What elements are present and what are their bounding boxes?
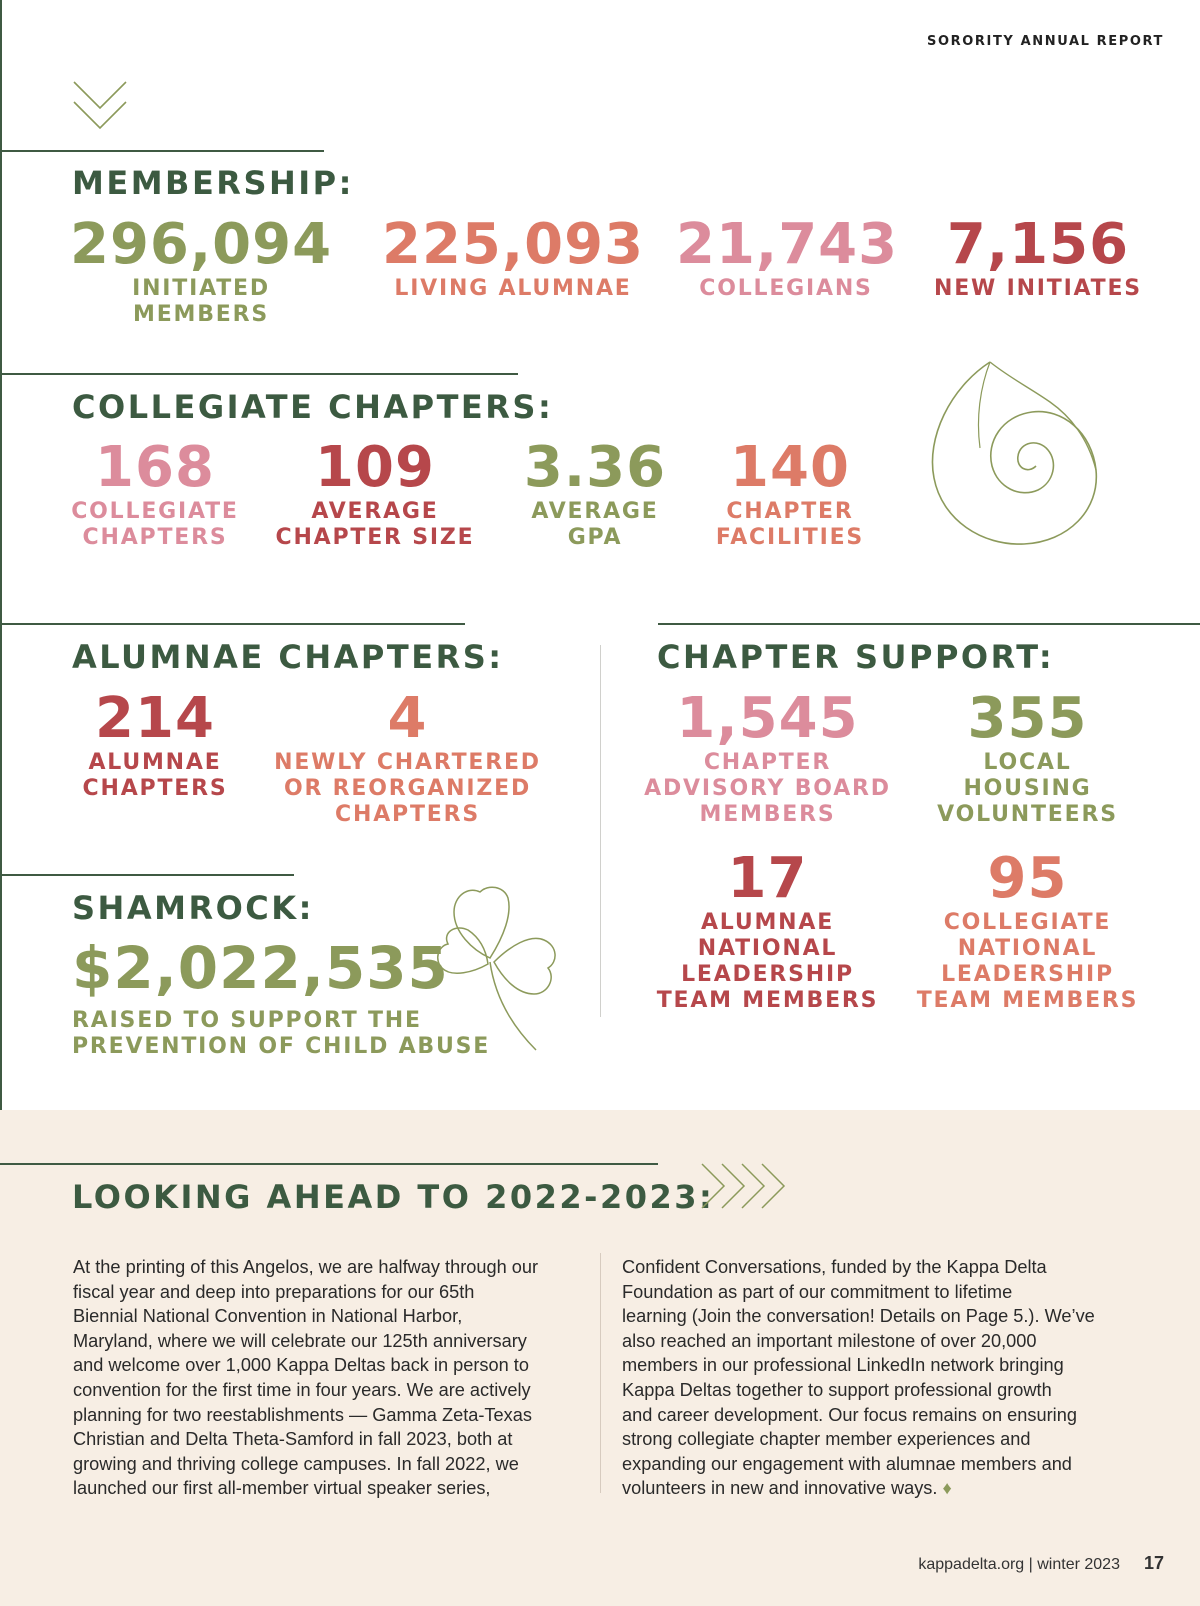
- page-number: 17: [1143, 1553, 1164, 1573]
- text-line: expanding our engagement with alumnae members and: [622, 1453, 1072, 1474]
- stat-alumnae-leadership-team: [640, 848, 895, 1014]
- text-line: planning for two reestablishments — Gamma Zeta-Texas: [73, 1404, 532, 1425]
- text-line: growing and thriving college campuses. In fall 2022, we: [73, 1453, 519, 1474]
- column-divider: [600, 1253, 601, 1493]
- looking-ahead-heading: LOOKING AHEAD TO 2022-2023:: [72, 1178, 715, 1216]
- stat-label: COLLEGIATE CHAPTERS: [71, 499, 239, 550]
- shamrock-icon: [432, 880, 564, 1060]
- end-mark-icon: ♦: [942, 1478, 952, 1499]
- stat-collegiate-leadership-team: [900, 848, 1155, 1014]
- stat-label: LOCAL HOUSING VOLUNTEERS: [937, 750, 1118, 827]
- text-line: also reached an important milestone of over 20,000: [622, 1330, 1037, 1351]
- looking-ahead-column-2: [622, 1255, 1162, 1501]
- left-margin-rule: [0, 0, 2, 1110]
- stat-label: INITIATED MEMBERS: [132, 276, 270, 327]
- stat-label: NEW INITIATES: [934, 276, 1142, 301]
- shamrock-heading: SHAMROCK:: [72, 889, 314, 927]
- collegiate-rule: [0, 373, 518, 375]
- text-line: fiscal year and deep into preparations for our 65th: [73, 1281, 475, 1302]
- shamrock-label: RAISED TO SUPPORT THE PREVENTION OF CHILD ABUSE: [72, 1008, 491, 1059]
- chevron-down-icon: [72, 80, 128, 132]
- stat-average-chapter-size: [270, 437, 480, 551]
- stat-label: AVERAGE CHAPTER SIZE: [275, 499, 475, 550]
- stat-label: CHAPTER FACILITIES: [715, 499, 865, 550]
- text-line: members in our professional LinkedIn network bringing: [622, 1355, 1064, 1376]
- stat-value: 7,156: [946, 212, 1130, 277]
- text-line: and career development. Our focus remains on ensuring: [622, 1404, 1077, 1425]
- stat-label: ALUMNAE CHAPTERS: [82, 750, 228, 801]
- stat-value: 4: [387, 686, 428, 751]
- stat-average-gpa: [505, 437, 685, 551]
- spiral-shell-icon: [920, 358, 1105, 550]
- text-line: Foundation as part of our commitment to lifetime: [622, 1281, 1013, 1302]
- membership-rule: [0, 150, 324, 152]
- stat-value: 3.36: [523, 435, 667, 500]
- stat-collegians: [676, 212, 899, 302]
- support-rule: [658, 623, 1200, 625]
- text-line: Kappa Deltas together to support professional growth: [622, 1379, 1052, 1400]
- text-line: Maryland, where we will celebrate our 125th anniversary: [73, 1330, 527, 1351]
- stat-label: ALUMNAE NATIONAL LEADERSHIP TEAM MEMBERS: [656, 910, 879, 1013]
- stat-collegiate-chapters: [60, 437, 250, 551]
- text-line: strong collegiate chapter member experiences and: [622, 1429, 1031, 1450]
- text-line: At the printing of this Angelos, we are halfway through our: [73, 1257, 539, 1277]
- stat-label: NEWLY CHARTERED OR REORGANIZED CHAPTERS: [274, 750, 541, 827]
- footer: [918, 1553, 1164, 1574]
- support-heading: CHAPTER SUPPORT:: [657, 638, 1055, 676]
- stat-value: 214: [95, 686, 215, 751]
- stat-value: 355: [967, 686, 1088, 751]
- stat-newly-chartered-chapters: [270, 688, 545, 828]
- stat-value: 17: [727, 846, 808, 911]
- stat-value: 21,743: [676, 212, 899, 277]
- stat-value: 95: [987, 846, 1068, 911]
- membership-heading: MEMBERSHIP:: [72, 164, 354, 202]
- stat-value: 140: [730, 435, 850, 500]
- stat-alumnae-chapters: [60, 688, 250, 802]
- looking-ahead-column-1: [73, 1255, 588, 1501]
- collegiate-heading: COLLEGIATE CHAPTERS:: [72, 388, 554, 426]
- alumnae-rule: [0, 623, 465, 625]
- text-line: Biennial National Convention in National Harbor,: [73, 1306, 463, 1327]
- stat-value: 225,093: [382, 212, 645, 277]
- looking-ahead-rule: [0, 1163, 658, 1165]
- stat-label: COLLEGIANS: [699, 276, 873, 301]
- footer-site: kappadelta.org | winter 2023: [918, 1556, 1120, 1573]
- shamrock-amount: $2,022,535: [72, 934, 449, 1002]
- section-divider: [600, 645, 601, 1017]
- stat-label: CHAPTER ADVISORY BOARD MEMBERS: [644, 750, 891, 827]
- stat-value: 168: [95, 435, 215, 500]
- text-line: Confident Conversations, funded by the Kappa Delta: [622, 1257, 1047, 1277]
- alumnae-heading: ALUMNAE CHAPTERS:: [72, 638, 504, 676]
- stat-value: 1,545: [676, 686, 859, 751]
- stat-value: 109: [315, 435, 435, 500]
- text-line: convention for the first time in four years. We are actively: [73, 1379, 531, 1400]
- text-line: learning (Join the conversation! Details on Page 5.). We’ve: [622, 1306, 1095, 1327]
- text-line: [622, 1476, 1162, 1501]
- text-line-content: volunteers in new and innovative ways.: [622, 1478, 938, 1499]
- text-line: and welcome over 1,000 Kappa Deltas back in person to: [73, 1355, 529, 1376]
- stat-value: 296,094: [70, 212, 333, 277]
- stat-label: COLLEGIATE NATIONAL LEADERSHIP TEAM MEMBERS: [916, 910, 1139, 1013]
- header-title: SORORITY ANNUAL REPORT: [927, 34, 1164, 49]
- stat-advisory-board-members: [640, 688, 895, 828]
- text-line: Christian and Delta Theta-Samford in fall 2023, both at: [73, 1429, 513, 1450]
- text-line: launched our first all-member virtual speaker series,: [73, 1478, 491, 1499]
- stat-label: LIVING ALUMNAE: [394, 276, 632, 301]
- stat-label: AVERAGE GPA: [531, 499, 659, 550]
- stat-chapter-facilities: [700, 437, 880, 551]
- stat-initiated-members: [70, 214, 332, 328]
- stat-housing-volunteers: [910, 688, 1145, 828]
- shamrock-rule: [0, 874, 294, 876]
- stat-living-alumnae: [382, 214, 644, 302]
- stat-new-initiates: [920, 214, 1156, 302]
- chevron-right-icon: [700, 1162, 796, 1210]
